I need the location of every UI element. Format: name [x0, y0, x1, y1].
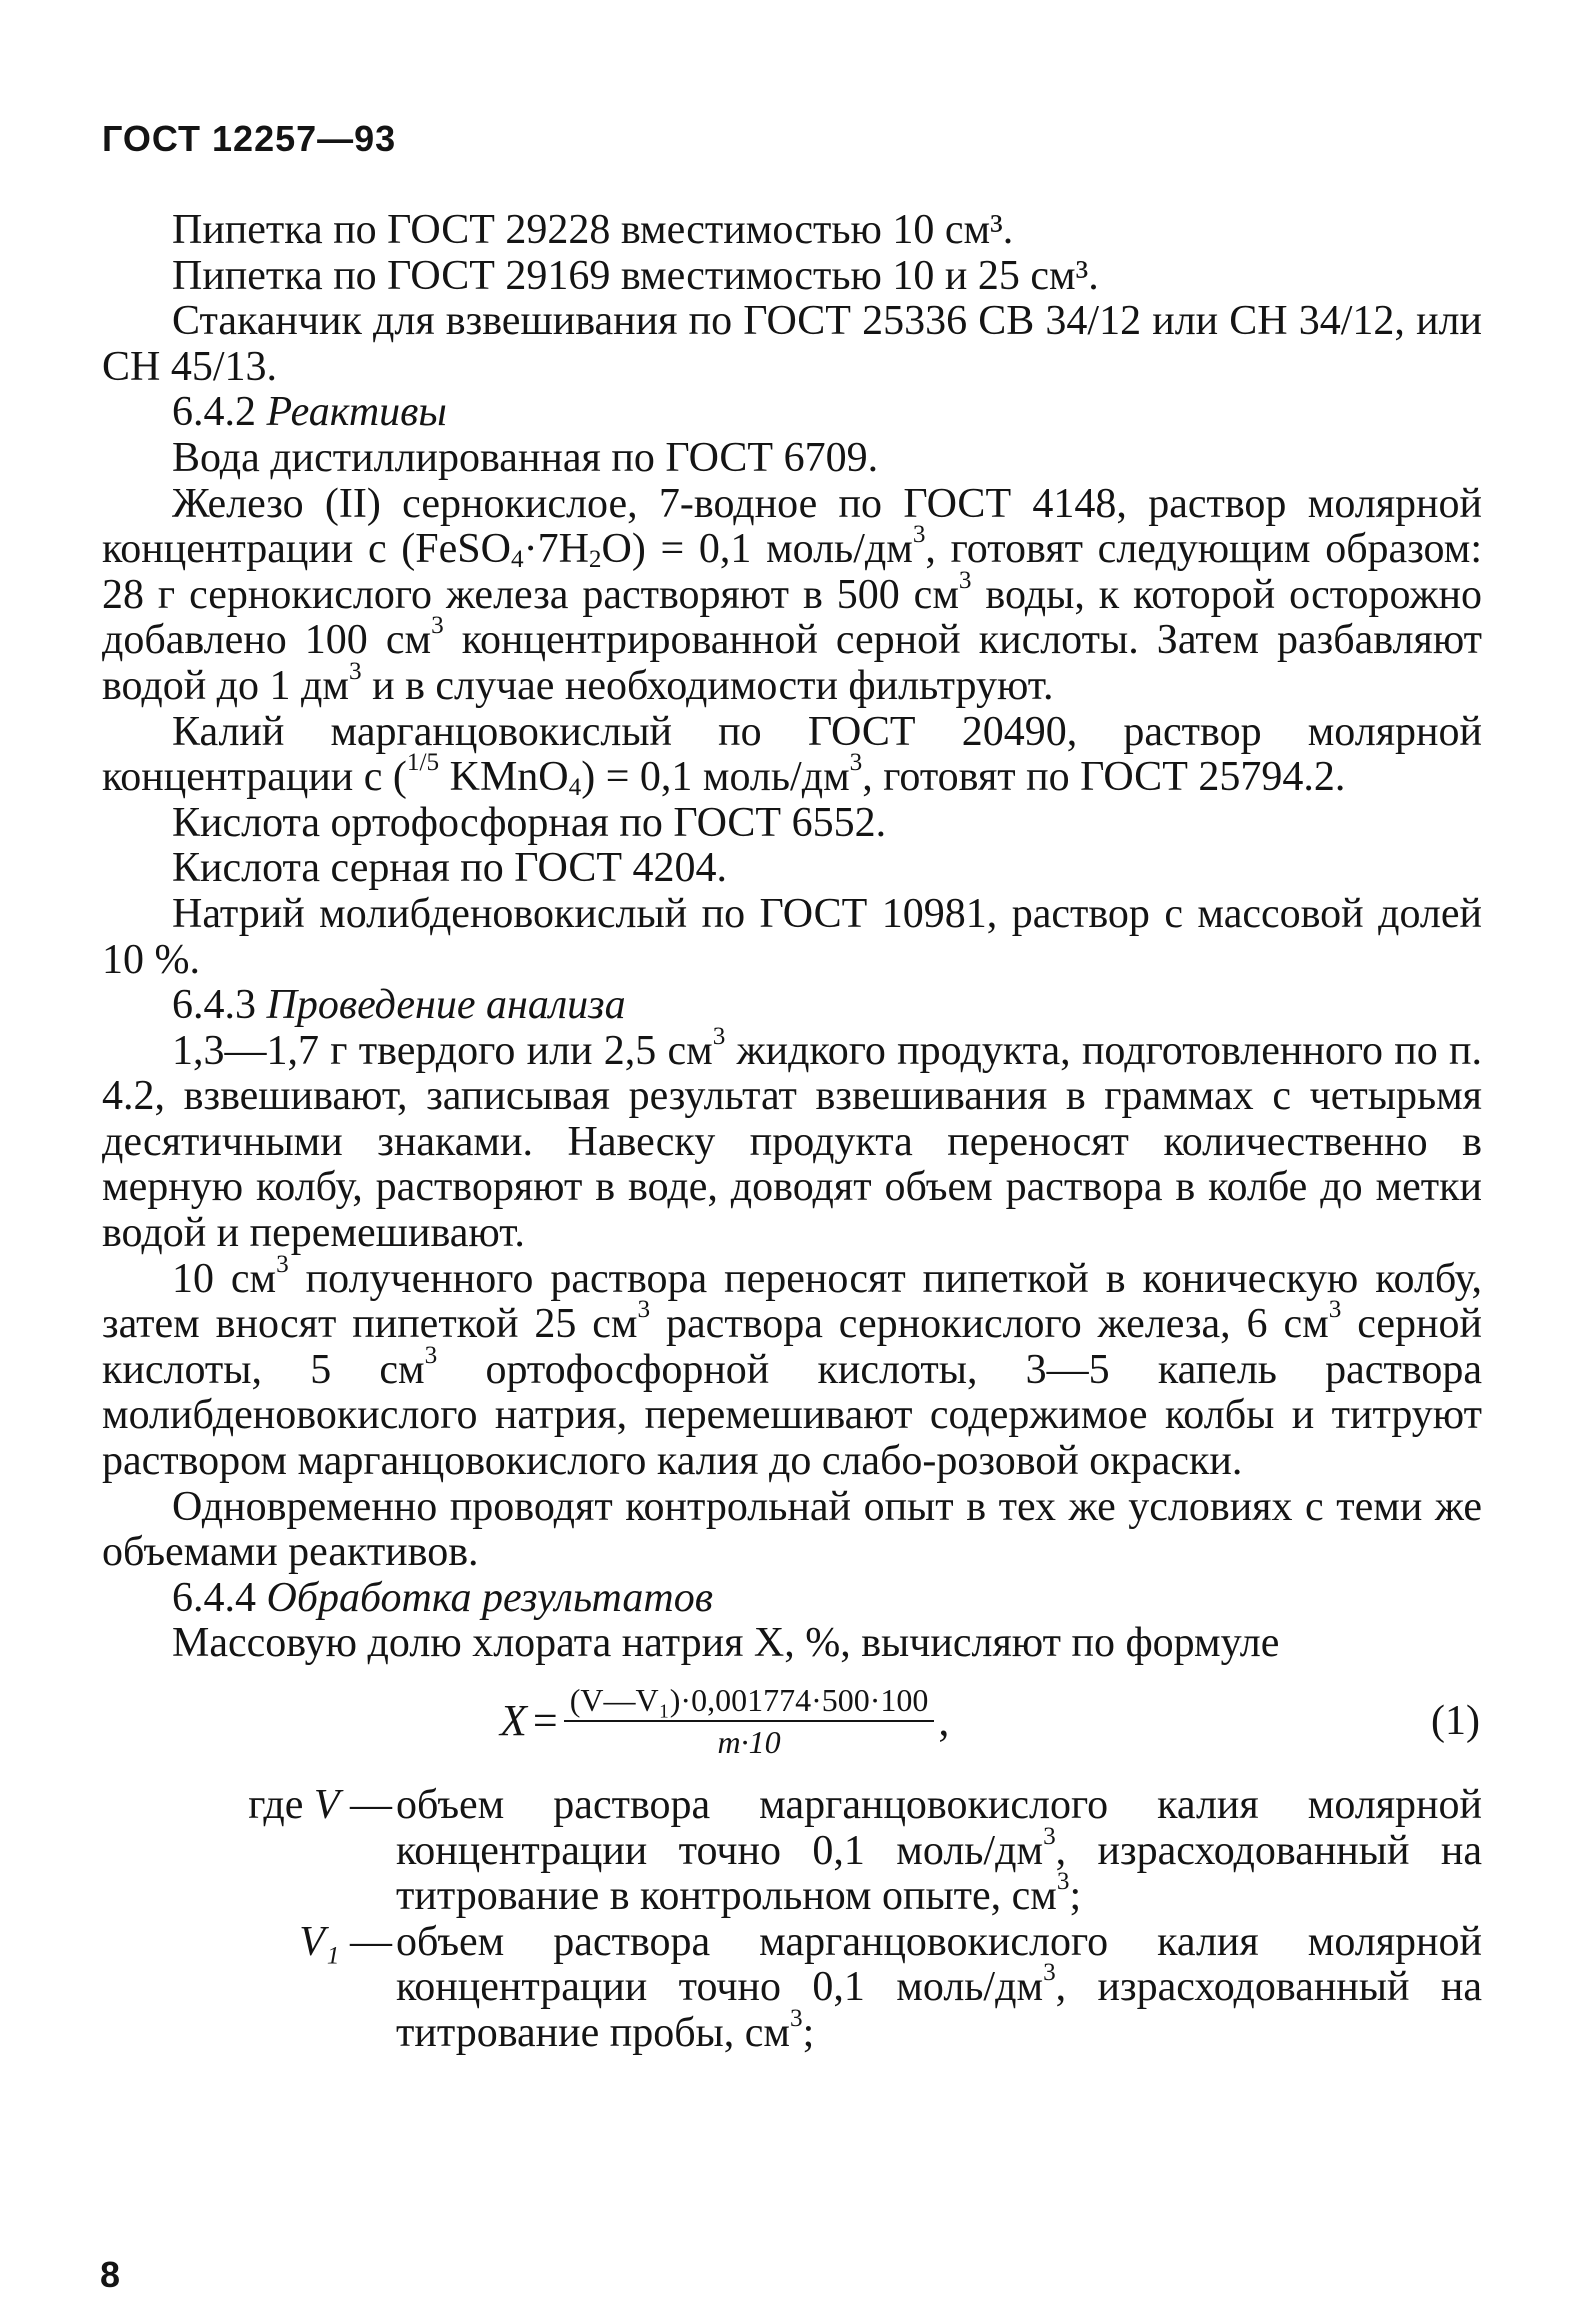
formula-fraction: [564, 1680, 935, 1762]
section-title: Обработка результатов: [266, 1574, 713, 1621]
formula-1: [102, 1671, 1482, 1783]
analysis-paragraph-2: 10 $см^3$ полученного раствора переносят пипеткой в коническую колбу, затем вносят пипеткой 25 $см^3$ раствора сернокислого железа, 6 $см^3$ серной кислоты, 5 $см^3$ ортофосфорной кислоты, 3—5 капель раствора молибденовокислого натрия, перемешивают содержимое колбы и титруют раствором марганцовокислого калия до слабо-розовой окраски.: [102, 1250, 1482, 1485]
section-6-4-2-heading: [102, 390, 1482, 436]
definition-symbol: где V —: [248, 1782, 392, 1828]
section-title: Проведение анализа: [266, 982, 626, 1029]
section-number: 6.4.2: [172, 389, 256, 436]
page-number: 8: [100, 2254, 121, 2295]
reagent-potassium-permanganate: Калий марганцовокислый по ГОСТ 20490, раствор молярной концентрации с ($^{1/5}$ KMnO$_4$) = 0,1 моль/$дм^3$, готовят по ГОСТ 25794.2.: [102, 708, 1482, 802]
formula-numerator: (V—V₁)·0,001774·500·100: [564, 1680, 935, 1722]
pipette-line-1: Пипетка по ГОСТ 29228 вместимостью 10 см³.: [172, 207, 1014, 253]
definition-text: объем раствора марганцовокислого калия молярной концентрации точно 0,1 моль/$дм^3$, израсходованный на титрование в контрольном опыте, $см^3$;: [396, 1782, 1482, 1920]
formula-comma: ,: [938, 1696, 950, 1746]
formula-equals: =: [532, 1696, 558, 1746]
reagent-water: Вода дистиллированная по ГОСТ 6709.: [172, 434, 879, 481]
definition-item: [102, 1920, 1482, 2057]
analysis-paragraph-3: Одновременно проводят контрольнай опыт в тех же условиях с теми же объемами реактивов.: [102, 1483, 1482, 1576]
section-6-4-3-heading: [102, 983, 1482, 1029]
definition-item: [102, 1783, 1482, 1920]
formula-denominator: m·10: [717, 1724, 781, 1760]
definition-text: объем раствора марганцовокислого калия молярной концентрации точно 0,1 моль/$дм^3$, израсходованный на титрование пробы, $см^3$;: [396, 1918, 1482, 2056]
section-number: 6.4.4: [172, 1574, 256, 1621]
reagent-sulfuric-acid: Кислота серная по ГОСТ 4204.: [172, 845, 728, 892]
formula-number: (1): [1431, 1698, 1480, 1744]
definition-symbol: V₁ —: [299, 1918, 392, 1965]
formula-intro: Массовую долю хлората натрия X, %, вычисляют по формуле: [172, 1620, 1280, 1667]
section-title: Реактивы: [266, 389, 447, 436]
reagent-phosphoric-acid: Кислота ортофосфорная по ГОСТ 6552.: [172, 799, 887, 846]
pipette-line-2: Пипетка по ГОСТ 29169 вместимостью 10 и 25 см³.: [172, 252, 1099, 299]
weighing-cup-line: Стаканчик для взвешивания по ГОСТ 25336 СВ 34/12 или СН 34/12, или СН 45/13.: [102, 298, 1482, 390]
formula-expression: [500, 1671, 949, 1771]
document-body: [102, 208, 1482, 2057]
section-number: 6.4.3: [172, 982, 256, 1029]
formula-definitions: [102, 1783, 1482, 2057]
analysis-paragraph-1: 1,3—1,7 г твердого или 2,5 $см^3$ жидкого продукта, подготовленного по п. 4.2, взвешивают, записывая результат взвешивания в граммах с четырьмя десятичными знаками. Навеску продукта переносят количественно в мерную колбу, растворяют в воде, доводят объем раствора в колбе до метки водой и перемешивают.: [102, 1022, 1482, 1257]
formula-lhs: X: [500, 1696, 527, 1746]
reagent-iron-sulfate: Железо (II) сернокислое, 7-водное по ГОСТ 4148, раствор молярной концентрации с $(FeSO_4\cdot 7H_2O) = 0,1$ моль/$дм^3$, готовят следующим образом: 28 г сернокислого железа растворяют в 500 $см^3$ воды, к которой осторожно добавлено 100 $см^3$ концентрированной серной кислоты. Затем разбавляют водой до 1 $дм^3$ и в случае необходимости фильтруют.: [102, 480, 1483, 709]
section-6-4-4-heading: [102, 1576, 1482, 1622]
document-header: ГОСТ 12257—93: [102, 118, 397, 159]
reagent-sodium-molybdate: Натрий молибденовокислый по ГОСТ 10981, раствор с массовой долей 10 %.: [102, 890, 1482, 983]
